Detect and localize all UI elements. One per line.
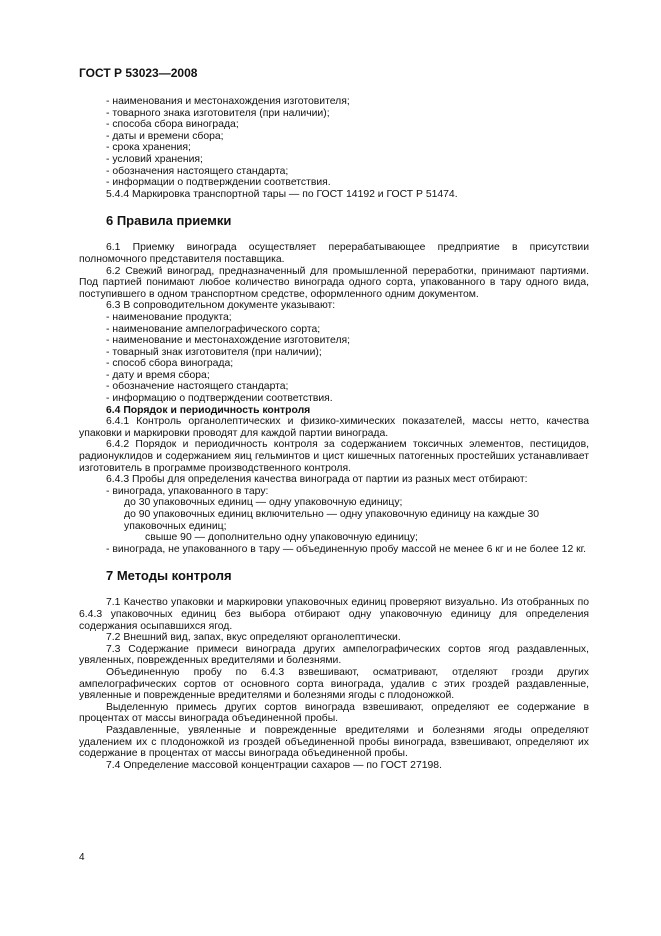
list-item: - условий хранения; [106,153,203,165]
page-number: 4 [79,852,85,863]
list-item: - наименование ампелографического сорта; [106,323,321,335]
list-subitem: до 30 упаковочных единиц — одну упаковочную единицу; [124,497,403,509]
paragraph-7-2: 7.2 Внешний вид, запах, вкус определяют органолептически. [106,632,401,644]
section-6-heading: 6 Правила приемки [106,213,232,229]
list-subitem: свыше 90 — дополнительно одну упаковочную единицу; [145,532,418,544]
list-item: - даты и времени сбора; [106,130,224,142]
list-item: - наименование продукта; [106,311,232,323]
section-7-heading: 7 Методы контроля [106,568,232,584]
paragraph-6-4-2: 6.4.2 Порядок и периодичность контроля за содержанием токсичных элементов, пестицидов, радионуклидов и содержанием яиц гельминтов и цист кишечных патогенных простейших устанавливает изготовитель в программе производственного контроля. [79,439,589,474]
paragraph-6-3: 6.3 В сопроводительном документе указывают: [106,300,336,312]
list-item: - винограда, упакованного в тару: [106,485,269,497]
list-item: - винограда, не упакованного в тару — объединенную пробу массой не менее 6 кг и не более 12 кг. [106,543,587,555]
paragraph-7-3: 7.3 Содержание примеси винограда других ампелографических сортов ягод раздавленных, увяленных, поврежденных вредителями и болезнями. [79,643,589,667]
list-item: - информации о подтверждении соответствия. [106,177,331,189]
list-subitem: до 90 упаковочных единиц включительно — одну упаковочную единицу на каждые 30 упаковочных единиц; [124,509,540,532]
list-item: - наименования и местонахождения изготовителя; [106,96,350,107]
paragraph-6-2: 6.2 Свежий виноград, предназначенный для промышленной переработки, принимают партиями. Под партией понимают любое количество винограда одного сорта, упакованного в тару одного вида, поступившего в одном транспортном средстве, оформленного одним документом. [79,265,589,300]
list-item: - товарного знака изготовителя (при наличии); [106,107,330,119]
paragraph-6-4-1: 6.4.1 Контроль органолептических и физико-химических показателей, массы нетто, качества упаковки и маркировки проводят для каждой партии винограда. [79,416,589,439]
paragraph-7-4: 7.4 Определение массовой концентрации сахаров — по ГОСТ 27198. [106,759,442,771]
list-item: - способ сбора винограда; [106,358,234,370]
paragraph: Выделенную примесь других сортов винограда взвешивают, определяют ее содержание в процентах от массы винограда объединенной пробы. [79,701,589,725]
list-item: - обозначения настоящего стандарта; [106,165,289,177]
document-header: ГОСТ Р 53023—2008 [79,66,198,80]
paragraph: Раздавленные, увяленные и поврежденные вредителями и болезнями ягоды определяют удалением их с плодоножкой из гроздей объединенной пробы винограда, взвешивают, определяют их содержание в процентах от массы винограда объединенной пробы. [79,724,589,760]
document-body [79,96,589,771]
list-item: - дату и время сбора; [106,369,210,381]
paragraph-7-1: 7.1 Качество упаковки и маркировки упаковочных единиц проверяют визуально. Из отобранных по 6.4.3 упаковочных единиц без выбора отбирают одну упаковочную единицу для определения содержания осыпавшихся ягод. [79,597,589,632]
paragraph-6-1: 6.1 Приемку винограда осуществляет перерабатывающее предприятие в присутствии полномочного представителя поставщика. [79,242,589,265]
list-item: - срока хранения; [106,142,191,154]
list-item: - обозначение настоящего стандарта; [106,381,289,393]
paragraph-5-4-4: 5.4.4 Маркировка транспортной тары — по ГОСТ 14192 и ГОСТ Р 51474. [106,188,458,200]
list-item: - наименование и местонахождение изготовителя; [106,335,351,347]
list-item: - способа сбора винограда; [106,119,239,131]
subsection-6-4-heading: 6.4 Порядок и периодичность контроля [106,404,311,416]
paragraph-6-4-3: 6.4.3 Пробы для определения качества винограда от партии из разных мест отбирают: [106,474,528,486]
list-item: - информацию о подтверждении соответствия. [106,393,333,405]
paragraph: Объединенную пробу по 6.4.3 взвешивают, осматривают, отделяют грозди других ампелографических сортов от основного сорта винограда, удалив с этих гроздей раздавленные, увяленные и поврежденные вредителями и болезнями ягоды с плодоножкой. [79,666,589,702]
list-item: - товарный знак изготовителя (при наличии); [106,346,322,358]
